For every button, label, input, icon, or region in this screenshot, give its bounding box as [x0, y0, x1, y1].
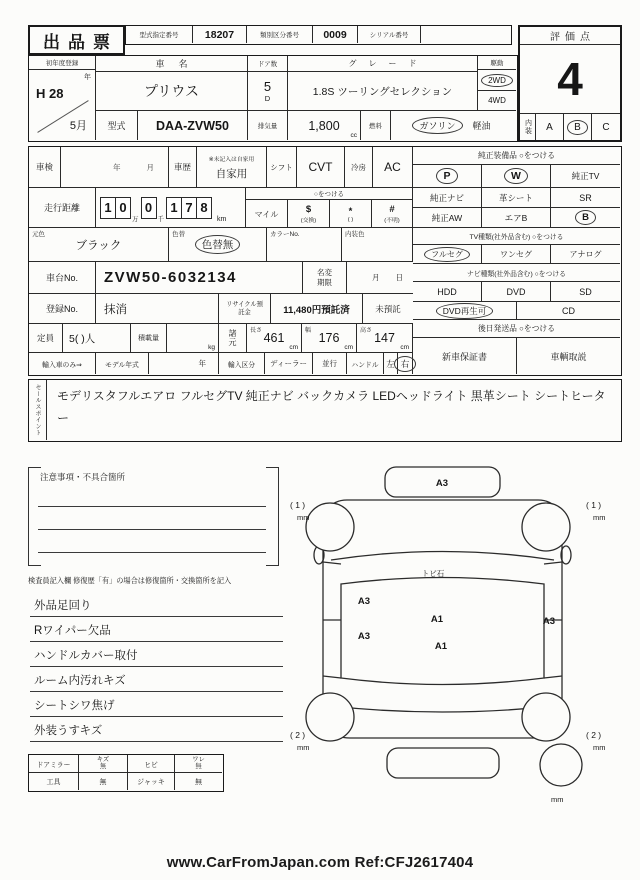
displacement-number: 1,800	[308, 118, 340, 133]
first-reg-label: 初年度登録	[29, 56, 96, 70]
center-rear-damage-mark: A1	[434, 641, 448, 652]
mirror-split-cell	[175, 755, 222, 773]
power-window-mark: W	[508, 170, 524, 182]
inspector-note-item: ルーム内汚れキズ	[30, 667, 283, 692]
left-rear-damage-mark: A3	[357, 631, 371, 642]
jack-value: 無	[195, 778, 202, 786]
mirror-scratch-label: キズ	[96, 755, 110, 763]
drive-4wd: 4WD	[478, 91, 516, 111]
tv-analog-cell: アナログ	[551, 245, 620, 264]
reg-no-label: 登録No.	[29, 294, 96, 324]
base-color-cell	[29, 228, 169, 262]
load-label: 積載量	[131, 324, 167, 353]
history-note: ※未記入は自家用	[208, 156, 255, 163]
handle-right-option	[398, 353, 413, 374]
mile-exchange-sub: (交換)	[300, 218, 317, 224]
mirror-tools-table	[28, 754, 224, 792]
left-front-damage-mark: A3	[357, 596, 371, 607]
sales-point-label: セールスポイント	[34, 384, 40, 436]
rear-left-tire	[306, 693, 354, 741]
import-dealer-option: ディーラー	[265, 353, 313, 374]
drive-2wd-mark: 2WD	[485, 76, 509, 85]
spare-tire-tread-unit: mm	[551, 795, 564, 804]
sales-point-label-cell	[29, 380, 47, 440]
front-left-tire	[306, 503, 354, 551]
mile-circle-note: ○をつける	[246, 188, 412, 200]
fuel-value	[391, 111, 516, 140]
reg-no-value: 抹消	[96, 294, 219, 324]
front-right-tire	[522, 503, 570, 551]
shift-value: CVT	[297, 147, 345, 188]
name-change-value	[347, 262, 413, 294]
serial-label: シリアル番号	[358, 26, 421, 43]
grade-header: グレード	[288, 56, 478, 72]
odometer-digit-4: 1	[166, 197, 182, 219]
car-name-header: 車名	[96, 56, 248, 72]
length-cell	[247, 324, 302, 353]
length-value: 461	[263, 331, 285, 345]
oem-equipment-header: 純正装備品 ○をつける	[413, 147, 620, 165]
front-bumper-damage-mark: A3	[435, 478, 449, 489]
class-code-label: 類別区分番号	[247, 26, 313, 43]
inspector-note-item: シートシワ焦げ	[30, 692, 283, 717]
shaken-year-unit: 年	[113, 162, 121, 172]
oem-navi-cell: 純正ナビ	[413, 188, 482, 208]
name-change-label-cell	[303, 262, 347, 294]
handle-label: ハンドル	[347, 353, 384, 374]
repaint-value: 色替無	[199, 237, 237, 252]
class-code-value: 0009	[313, 26, 358, 43]
mileage-label: 走行距離	[29, 188, 96, 228]
load-unit: kg	[208, 344, 215, 351]
front-right-tread-unit: mm	[593, 513, 606, 522]
odometer-sen-unit: 千	[157, 216, 164, 223]
mirror-split-label: ワレ	[192, 755, 205, 763]
inspector-note-item: 外装うすキズ	[30, 717, 283, 742]
interior-grade-label	[520, 114, 536, 140]
later-shipment-header: 後日発送品 ○をつける	[413, 320, 620, 338]
fuel-label: 燃料	[361, 111, 391, 140]
width-label: 幅	[305, 328, 312, 334]
import-parallel-option: 並行	[313, 353, 347, 374]
first-reg-year-unit: 年	[84, 74, 91, 81]
mirror-scratch-cell	[79, 755, 128, 773]
fuel-gasoline-option: ガソリン	[416, 119, 458, 132]
odometer-digit-3: 0	[141, 197, 157, 219]
history-label: 車歴	[169, 147, 197, 188]
mile-unknown-symbol: #	[389, 204, 395, 215]
windshield-line	[331, 552, 554, 561]
rear-bumper	[387, 748, 499, 778]
power-window-cell	[482, 165, 551, 188]
length-label: 長さ	[250, 328, 263, 334]
repaint-label: 色替	[172, 231, 185, 238]
mile-exchange-symbol: $	[305, 204, 312, 215]
base-color-value: ブラック	[75, 239, 122, 252]
height-cell	[357, 324, 413, 353]
mile-unknown-sub: (不明)	[384, 218, 400, 224]
tv-oneseg-cell: ワンセグ	[482, 245, 551, 264]
sheet-title: 出品票	[43, 32, 118, 52]
leather-seat-cell: 革シート	[482, 188, 551, 208]
doors-count: 5	[263, 79, 272, 94]
rear-left-tread-label: ( 2 )	[290, 730, 306, 740]
recycle-label: リサイクル預託金	[226, 300, 263, 316]
shift-label: シフト	[267, 147, 297, 188]
caution-bracket-right	[266, 467, 279, 566]
model-code-value: 18207	[193, 26, 247, 43]
odometer-man-unit: 万	[132, 216, 139, 223]
trunk-line	[331, 706, 554, 712]
front-right-tread-label: ( 1 )	[586, 500, 602, 510]
rating-box	[518, 25, 622, 142]
mile-asterisk	[330, 200, 372, 228]
interior-grade-c: C	[602, 121, 610, 133]
base-color-label: 元色	[32, 231, 45, 238]
model-year-value: 年	[149, 353, 219, 374]
grade-value: 1.8S ツーリングセレクション	[288, 72, 478, 111]
displacement-value	[288, 111, 361, 140]
recycle-deposited: 11,480円預託済	[271, 294, 363, 324]
model-year-label: モデル年式	[96, 353, 149, 374]
detail-grid	[28, 146, 622, 376]
tv-fullseg-mark: フルセグ	[428, 249, 466, 260]
airbag-mark-cell	[551, 208, 620, 228]
navi-sd-cell: SD	[551, 282, 620, 302]
rear-right-tire	[522, 693, 570, 741]
odometer-km-unit: km	[217, 216, 227, 223]
caution-header: 注意事項・不具合箇所	[40, 472, 126, 482]
spare-tire	[540, 744, 582, 786]
caution-writein-line	[38, 529, 266, 530]
import-only-label: 輸入車のみ⇒	[29, 353, 96, 374]
vehicle-grid	[28, 55, 518, 142]
mile-label: マイル	[246, 200, 288, 228]
car-name-value: プリウス	[96, 72, 248, 111]
power-steering-mark: P	[440, 170, 453, 182]
front-left-tread-unit: mm	[297, 513, 310, 522]
width-unit: cm	[344, 344, 353, 351]
odometer-digit-1: 1	[100, 197, 116, 219]
history-text: 自家用	[215, 167, 248, 180]
model-code-label: 型式指定番号	[126, 26, 193, 43]
shaken-month-unit: 月	[146, 162, 154, 172]
width-value: 176	[318, 331, 340, 345]
shaken-label: 車検	[29, 147, 61, 188]
serial-value	[421, 26, 510, 43]
name-change-day-unit: 日	[395, 273, 403, 282]
car-damage-diagram	[285, 450, 630, 850]
power-steering-cell	[413, 165, 482, 188]
name-change-month-unit: 月	[372, 273, 380, 282]
length-unit: cm	[289, 344, 298, 351]
load-value	[167, 324, 219, 353]
recycle-label-cell	[219, 294, 271, 324]
right-side-damage-mark: A3	[542, 616, 556, 627]
code-strip	[125, 25, 512, 45]
height-label: 高さ	[360, 328, 373, 334]
first-reg-year: H 28	[36, 86, 64, 101]
inspector-note-header: 検査員記入欄 修復歴「有」の場合は修復箇所・交換箇所を記入	[28, 576, 232, 585]
cd-cell: CD	[517, 302, 620, 320]
sheet-title-box	[28, 25, 125, 55]
airbag-cell: エアB	[482, 208, 551, 228]
odometer	[96, 188, 246, 228]
interior-grade-b	[564, 114, 592, 140]
interior-grade-a: A	[536, 114, 564, 140]
cooling-value: AC	[373, 147, 413, 188]
inspector-note-item: ハンドルカバー取付	[30, 642, 283, 667]
import-class-label: 輸入区分	[219, 353, 265, 374]
repaint-cell	[169, 228, 267, 262]
sales-point-text: モデリスタフルエアロ フルセグTV 純正ナビ バックカメラ LEDヘッドライト 黒革シート シートヒーター	[57, 389, 606, 425]
doors-suffix: D	[264, 94, 271, 103]
drive-header: 駆動	[478, 56, 516, 70]
inspector-note-item: Rワイパー欠品	[30, 617, 283, 642]
front-left-tread-label: ( 1 )	[290, 500, 306, 510]
displacement-unit: cc	[350, 132, 357, 139]
rating-score: 4	[520, 45, 620, 114]
handle-left-option: 左	[384, 353, 398, 374]
alloy-wheel-cell: 純正AW	[413, 208, 482, 228]
mirror-scratch-value: 無	[99, 762, 107, 770]
tools-value: 無	[79, 773, 128, 790]
mile-area	[246, 188, 413, 228]
manual-book-cell: 車輌取説	[550, 351, 587, 362]
rating-label: 評価点	[520, 27, 620, 45]
sales-point-box	[28, 379, 622, 442]
dvd-playable-mark: DVD再生可	[440, 305, 489, 317]
mirror-split-value: 無	[195, 762, 202, 770]
mile-asterisk-sub: ( )	[347, 216, 354, 223]
spec-label: 諸元	[228, 329, 237, 347]
cooling-label: 冷房	[345, 147, 373, 188]
mile-unknown	[372, 200, 412, 228]
caution-writein-line	[38, 506, 266, 507]
doors-value	[248, 72, 288, 111]
chassis-number: ZVW50-6032134	[96, 262, 303, 294]
width-cell	[302, 324, 357, 353]
tv-fullseg-cell	[413, 245, 482, 264]
model-value: DAA-ZVW50	[138, 111, 248, 140]
rear-left-tread-unit: mm	[297, 743, 310, 752]
oem-tv-cell: 純正TV	[551, 165, 620, 188]
doors-header: ドア数	[248, 56, 288, 72]
handle-right-mark: 右	[398, 358, 413, 370]
roof-damage-mark: A1	[430, 614, 444, 625]
tv-type-header: TV種類(社外品含む) ○をつける	[413, 228, 620, 245]
color-no-cell	[267, 228, 342, 262]
roof-panel	[341, 578, 544, 685]
left-door-lines	[323, 562, 341, 678]
history-value	[197, 147, 267, 188]
capacity-value: 5( )人	[63, 324, 131, 353]
door-mirror-label: ドアミラー	[29, 755, 79, 773]
odometer-digit-2: 0	[115, 197, 131, 219]
mirror-crack-cell: ヒビ	[128, 755, 175, 773]
displacement-label: 排気量	[248, 111, 288, 140]
drive-2wd	[478, 70, 516, 91]
navi-hdd-cell: HDD	[413, 282, 482, 302]
navi-dvd-cell: DVD	[482, 282, 551, 302]
rear-right-tread-unit: mm	[593, 743, 606, 752]
interior-grade-label-text: 内装	[524, 119, 532, 135]
rear-right-tread-label: ( 2 )	[586, 730, 602, 740]
name-change-label: 名変期限	[317, 268, 332, 287]
caution-writein-line	[38, 552, 266, 553]
model-label: 型式	[96, 111, 138, 140]
color-no-label: カラーNo.	[270, 231, 300, 238]
height-value: 147	[374, 331, 395, 345]
sunroof-cell: SR	[551, 188, 620, 208]
first-reg-month: 5月	[69, 120, 87, 132]
jack-label: ジャッキ	[128, 773, 175, 790]
fuel-diesel-option: 軽油	[472, 121, 491, 131]
odometer-digit-5: 7	[181, 197, 197, 219]
chassis-label: 車台No.	[29, 262, 96, 294]
first-reg-cell	[29, 70, 96, 140]
airbag-mark: B	[579, 212, 592, 223]
capacity-label: 定員	[29, 324, 63, 353]
interior-color-label: 内装色	[345, 231, 365, 238]
recycle-none: 未預託	[363, 294, 413, 324]
navi-type-header: ナビ種類(社外品含む) ○をつける	[413, 264, 620, 282]
tools-label: 工具	[29, 773, 79, 790]
shaken-value	[61, 147, 169, 188]
height-unit: cm	[400, 344, 409, 351]
interior-grade-b-mark: B	[571, 122, 584, 133]
warranty-book-cell: 新車保証書	[413, 338, 517, 374]
spec-label-cell	[219, 324, 247, 353]
dvd-playable-cell	[413, 302, 517, 320]
interior-color-cell	[342, 228, 413, 262]
footer-watermark: www.CarFromJapan.com Ref:CFJ2617404	[166, 854, 474, 871]
odometer-digit-6: 8	[196, 197, 212, 219]
inspector-note-item: 外品足回り	[30, 592, 283, 617]
stone-chip-note: トビ石	[421, 569, 445, 578]
mile-asterisk-symbol: *	[348, 205, 353, 217]
mile-exchange	[288, 200, 330, 228]
